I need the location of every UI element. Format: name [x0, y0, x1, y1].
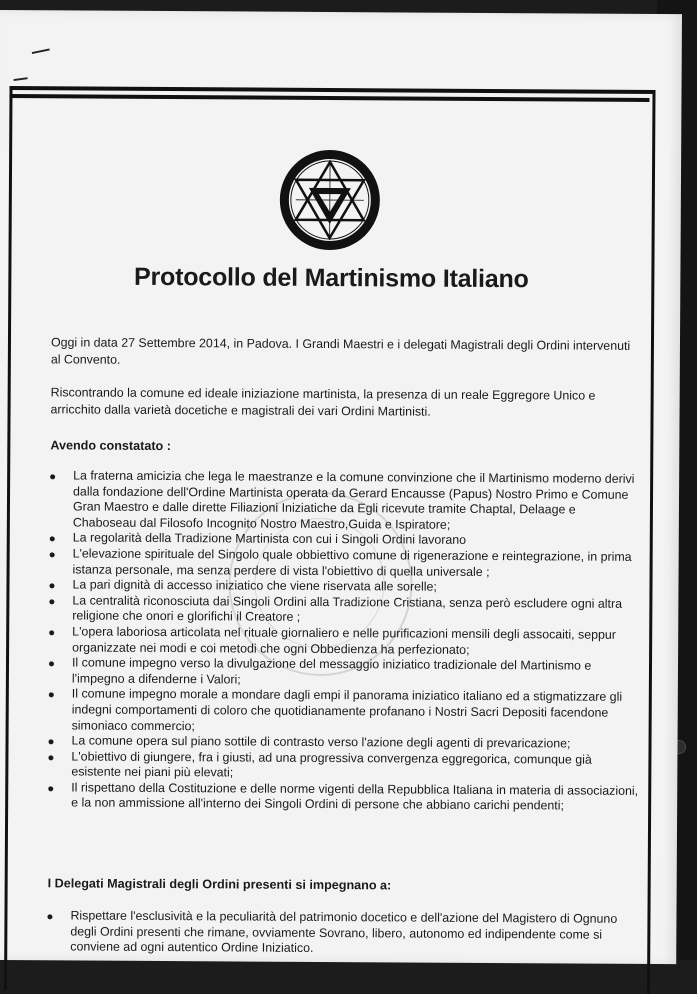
- list-item: Rispettare l'esclusività e la peculiarità del patrimonio docetico e dell'azione del Magistero di Ognuno degli Ordini presenti che rimane, ovviamente Sovrano, libero, autonomo ed indipendente come si conviene ad ogni autentico Ordine Iniziatico.: [47, 908, 637, 958]
- list-item: La fraterna amicizia che lega le maestranze e la comune convinzione che il Martinismo moderno derivi dalla fondazione dell'Ordine Martinista operata da Gerard Encausse (Papus) Nostro Primo e Comune Gran Maestro e dalle dirette Filiazioni Iniziatiche da Egli ricevute tramite Chaptal, Delaage e Chaboseau dal Filosofo Incognito Nostro Maestro,Guida e Ispiratore;: [50, 468, 640, 534]
- list-item: Il comune impegno verso la divulgazione del messaggio iniziatico tradizionale del Martinismo e l'impegno a difenderne i Valori;: [49, 655, 639, 690]
- intro-paragraph: Riscontrando la comune ed ideale iniziazione martinista, la presenza di un reale Eggregore Unico e arricchito dalla varietà docetiche e magistrali dei vari Ordini Martinisti.: [51, 384, 641, 422]
- intro-paragraph: Oggi in data 27 Settembre 2014, in Padova. I Grandi Maestri e i delegati Magistrali degli Ordini intervenuti al Convento.: [51, 334, 641, 372]
- page-title: Protocollo del Martinismo Italiano: [0, 262, 664, 295]
- findings-list: [48, 468, 640, 815]
- list-item: Il rispettano della Costituzione e delle norme vigenti della Repubblica Italiana in materia di associazioni, e la non ammissione all'interno dei Singoli Ordini di persone che abbiano carichi pendenti;: [48, 780, 638, 815]
- commitments-list: [47, 908, 637, 958]
- section-heading: Avendo constatato :: [50, 438, 171, 453]
- pen-mark: [14, 77, 28, 81]
- list-item: L'opera laboriosa articolata nel rituale giornaliero e nelle purificazioni mensili degli assocaiti, seppur organizzate nei modi e coi metodi che ogni Obbedienza ha perfezionato;: [49, 624, 639, 659]
- list-item: Il comune impegno morale a mondare dagli empi il panorama iniziatico italiano ed a stigmatizzare gli indegni comportamenti di coloro che quotidianamente profanano i Nostri Sacri Depositi facendone simoniaco commercio;: [49, 687, 639, 737]
- pen-mark: [32, 48, 50, 54]
- list-item: La comune opera sul piano sottile di contrasto verso l'azione degli agenti di prevaricazione;: [48, 733, 638, 752]
- section-heading: I Delegati Magistrali degli Ordini presenti si impegnano a:: [48, 876, 392, 892]
- list-item: La centralità riconosciuta dai Singoli Ordini alla Tradizione Cristiana, senza però escludere ogni altra religione che onori e glorifichi il Creatore ;: [49, 593, 639, 628]
- document-page: [0, 10, 682, 964]
- list-item: La pari dignità di accesso iniziatico che viene riservata alle sorelle;: [49, 577, 639, 596]
- list-item: L'obiettivo di giungere, fra i giusti, ad una progressiva convergenza eggregorica, comunque già esistente nei piani più elevati;: [48, 749, 638, 784]
- list-item: La regolarità della Tradizione Martinista con cui i Singoli Ordini lavorano: [50, 531, 640, 550]
- martinist-seal-icon: [278, 148, 383, 253]
- list-item: L'elevazione spirituale del Singolo quale obbiettivo comune di rigenerazione e reintegrazione, in prima istanza personale, ma senza perdere di vista l'obiettivo di quella universale ;: [50, 546, 640, 581]
